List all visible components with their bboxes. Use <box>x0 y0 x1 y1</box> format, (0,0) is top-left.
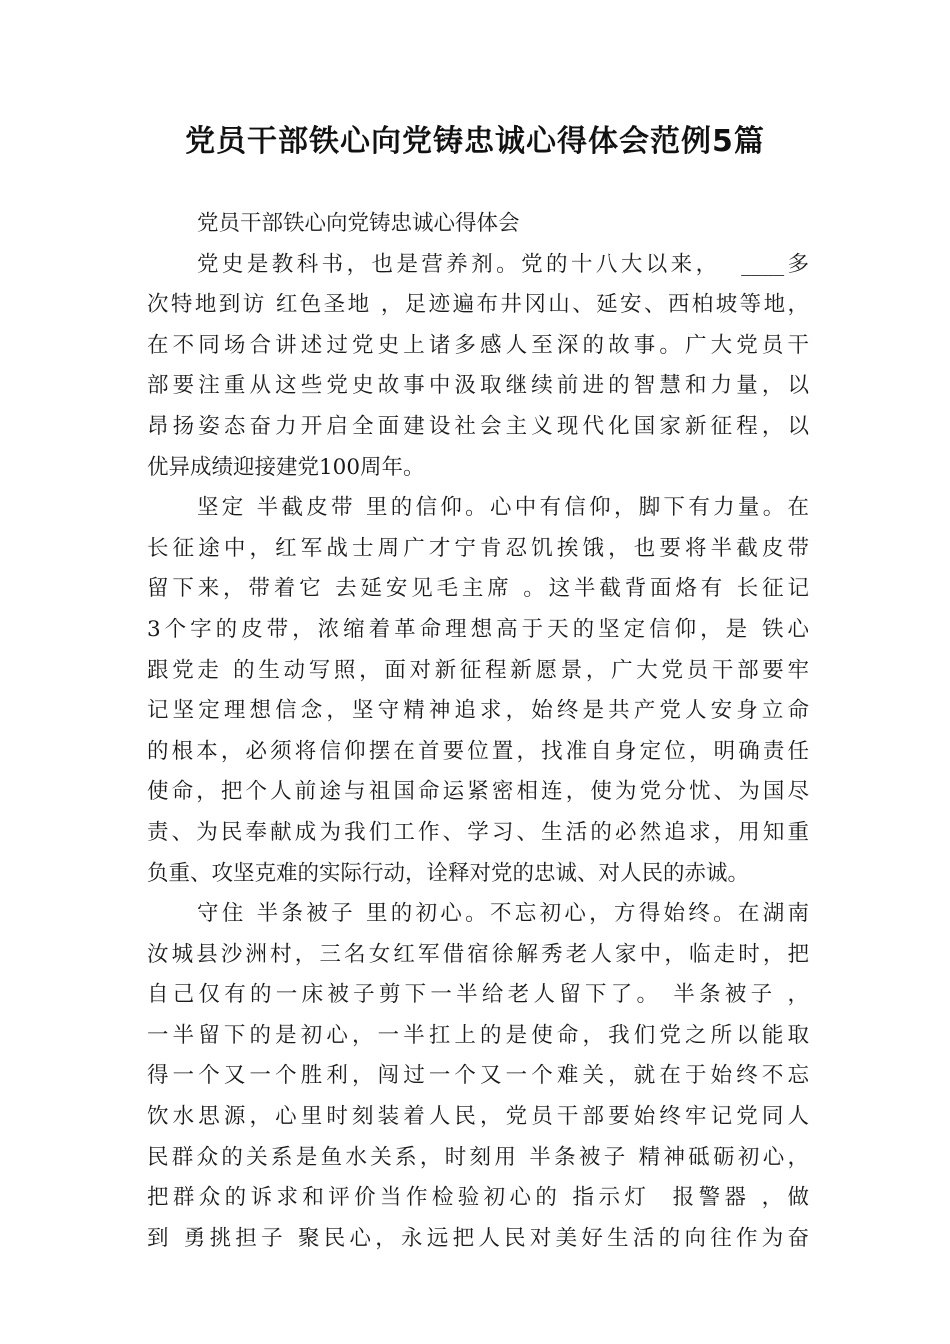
body-line: 负重、攻坚克难的实际行动，诠释对党的忠诚、对人民的赤诚。 <box>147 860 750 886</box>
body-line: 在不同场合讲述过党史上诸多感人至深的故事。广大党员干 <box>147 332 809 358</box>
body-line: 守住 半条被子 里的初心。不忘初心，方得始终。在湖南 <box>197 901 809 927</box>
body-line: 留下来，带着它 去延安见毛主席 。这半截背面烙有 长征记 <box>147 576 809 602</box>
body-line: 一半留下的是初心，一半扛上的是使命，我们党之所以能取 <box>147 1022 809 1048</box>
body-line: 民群众的关系是鱼水关系，时刻用 半条被子 精神砥砺初心， <box>147 1144 809 1170</box>
body-line: 党史是教科书，也是营养剂。党的十八大以来， ____多 <box>197 251 809 277</box>
body-line: 得一个又一个胜利，闯过一个又一个难关，就在于始终不忘 <box>147 1063 809 1089</box>
body-line: 到 勇挑担子 聚民心，永远把人民对美好生活的向往作为奋 <box>147 1225 809 1251</box>
body-line: 次特地到访 红色圣地 ，足迹遍布井冈山、延安、西柏坡等地， <box>147 292 809 318</box>
body-line: 坚定 半截皮带 里的信仰。心中有信仰，脚下有力量。在 <box>197 495 809 521</box>
body-line: 记坚定理想信念，坚守精神追求，始终是共产党人安身立命 <box>147 698 809 724</box>
body-line: 饮水思源，心里时刻装着人民，党员干部要始终牢记党同人 <box>147 1104 809 1130</box>
body-line: 长征途中，红军战士周广才宁肯忍饥挨饿，也要将半截皮带 <box>147 535 809 561</box>
body-line: 自己仅有的一床被子剪下一半给老人留下了。 半条被子 ， <box>147 982 809 1008</box>
body-line: 跟党走 的生动写照，面对新征程新愿景，广大党员干部要牢 <box>147 657 809 683</box>
document-title: 党员干部铁心向党铸忠诚心得体会范例5篇 <box>185 124 765 159</box>
body-line: 汝城县沙洲村，三名女红军借宿徐解秀老人家中，临走时，把 <box>147 941 809 967</box>
body-line: 责、为民奉献成为我们工作、学习、生活的必然追求，用知重 <box>147 819 809 845</box>
document-body <box>147 204 809 1259</box>
body-line: 优异成绩迎接建党100周年。 <box>147 454 425 480</box>
body-line: 3个字的皮带，浓缩着革命理想高于天的坚定信仰，是 铁心 <box>147 616 809 642</box>
body-line: 使命，把个人前途与祖国命运紧密相连，使为党分忧、为国尽 <box>147 779 809 805</box>
body-line: 昂扬姿态奋力开启全面建设社会主义现代化国家新征程，以 <box>147 413 809 439</box>
body-line: 部要注重从这些党史故事中汲取继续前进的智慧和力量，以 <box>147 373 809 399</box>
body-line: 的根本，必须将信仰摆在首要位置，找准自身定位，明确责任 <box>147 738 809 764</box>
body-line: 把群众的诉求和评价当作检验初心的 指示灯 报警器 ，做 <box>147 1185 809 1211</box>
body-line: 党员干部铁心向党铸忠诚心得体会 <box>197 211 520 236</box>
